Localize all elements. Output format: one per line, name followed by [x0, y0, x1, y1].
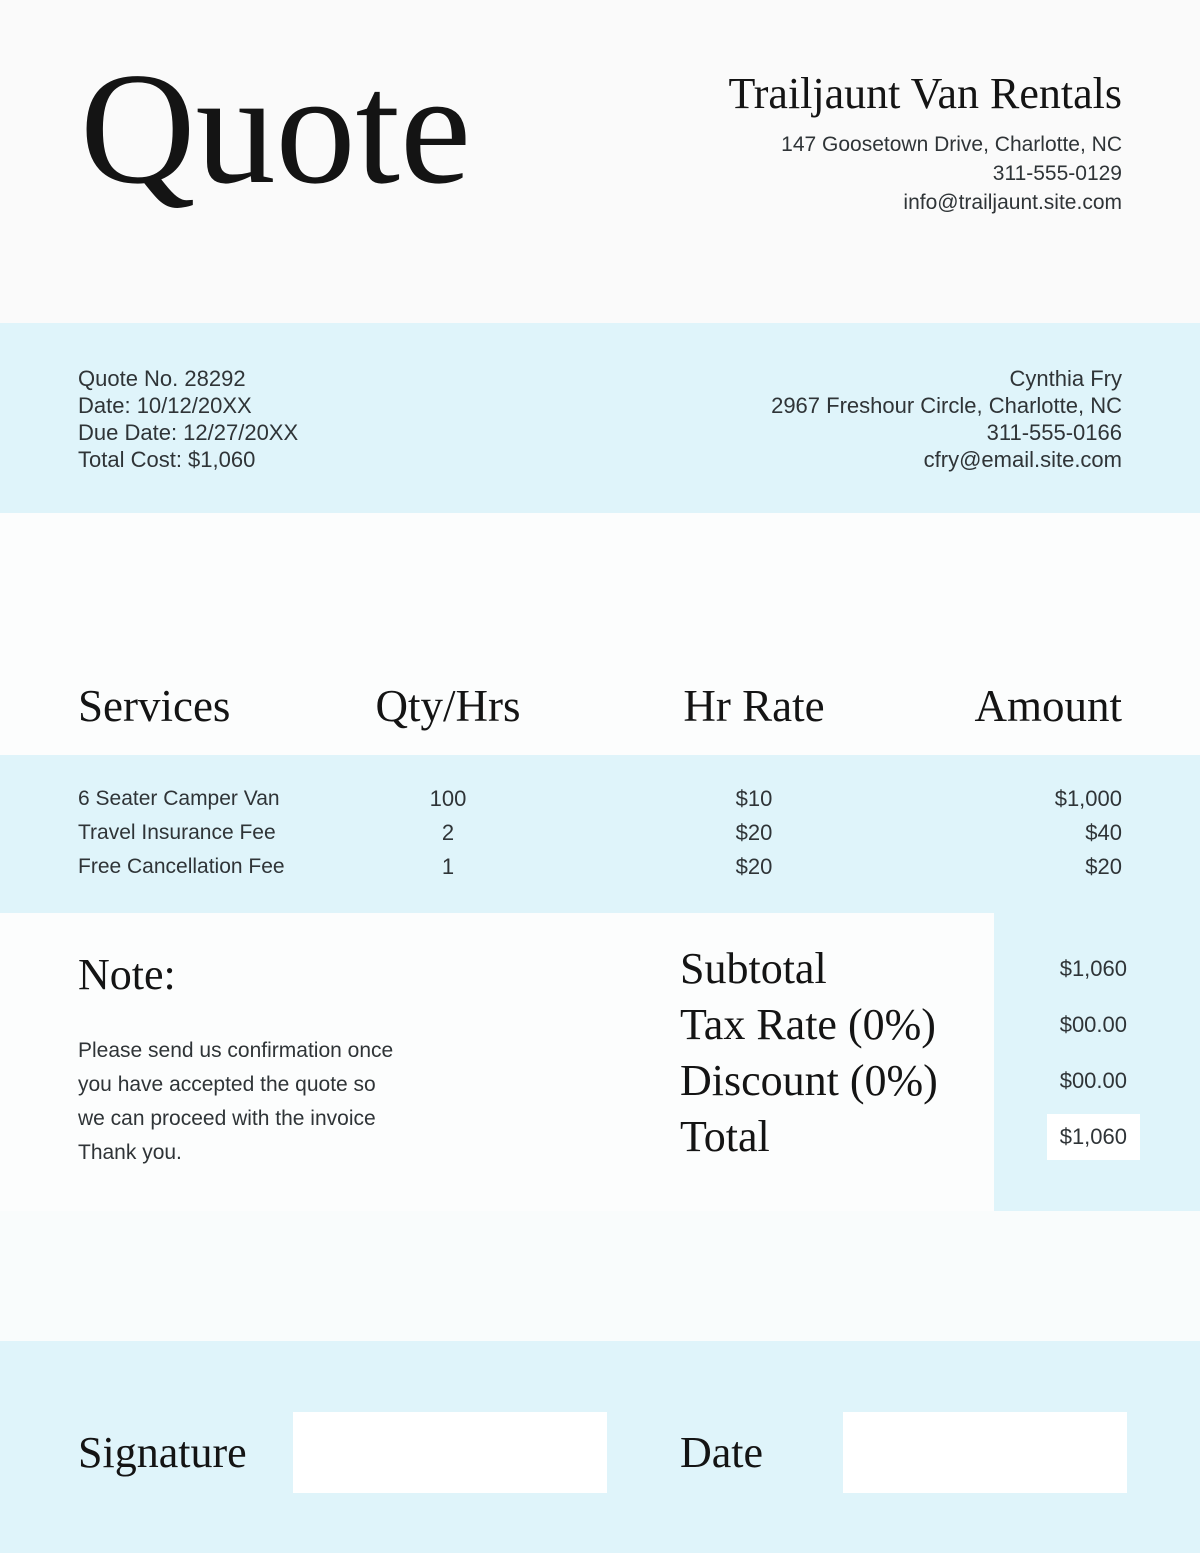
tax-rate-label: Tax Rate (0%) — [680, 1000, 936, 1049]
header-qty-hrs: Qty/Hrs — [375, 681, 521, 732]
cell-rate: $20 — [735, 820, 773, 845]
cell-service: Free Cancellation Fee — [78, 855, 285, 878]
note-line: Thank you. — [78, 1141, 182, 1164]
quote-info-bar — [0, 323, 1200, 513]
customer-address: 2967 Freshour Circle, Charlotte, NC — [771, 393, 1122, 418]
note-line: we can proceed with the invoice — [78, 1107, 376, 1130]
customer-info — [771, 365, 1122, 513]
tax-rate-value: $00.00 — [1059, 1012, 1127, 1037]
quote-number: Quote No. 28292 — [78, 366, 246, 391]
cell-service: Travel Insurance Fee — [78, 821, 276, 844]
company-phone: 311-555-0129 — [992, 162, 1122, 186]
page-title: Quote — [80, 39, 472, 217]
cell-qty: 1 — [441, 854, 455, 879]
table-row — [0, 850, 1200, 884]
header-amount: Amount — [974, 681, 1122, 732]
cell-qty: 100 — [429, 786, 467, 811]
cell-amount: $20 — [1085, 854, 1122, 879]
company-info — [728, 70, 1122, 217]
customer-phone: 311-555-0166 — [986, 420, 1122, 445]
subtotal-label: Subtotal — [680, 944, 827, 993]
signature-field[interactable] — [293, 1412, 607, 1493]
date-field[interactable] — [843, 1412, 1127, 1493]
signature-label: Signature — [78, 1428, 247, 1477]
cell-service: 6 Seater Camper Van — [78, 787, 280, 810]
company-address: 147 Goosetown Drive, Charlotte, NC — [781, 133, 1122, 157]
services-table-header-section — [0, 513, 1200, 755]
customer-name: Cynthia Fry — [1009, 366, 1122, 391]
quote-date: Date: 10/12/20XX — [78, 393, 252, 418]
cell-qty: 2 — [441, 820, 455, 845]
note-body — [78, 1034, 393, 1170]
signature-section — [0, 1341, 1200, 1553]
table-row — [0, 782, 1200, 816]
customer-email: cfry@email.site.com — [923, 447, 1122, 472]
cell-amount: $40 — [1085, 820, 1122, 845]
quote-meta — [78, 365, 298, 513]
services-table-body — [0, 755, 1200, 913]
subtotal-value: $1,060 — [1059, 956, 1127, 981]
cell-amount: $1,000 — [1054, 786, 1122, 811]
discount-label: Discount (0%) — [680, 1056, 938, 1105]
company-email: info@trailjaunt.site.com — [903, 191, 1122, 215]
cell-rate: $20 — [735, 854, 773, 879]
note-and-totals-section — [0, 913, 1200, 1211]
company-name: Trailjaunt Van Rentals — [728, 69, 1122, 118]
totals-labels — [680, 941, 938, 1165]
total-value: $1,060 — [1047, 1114, 1140, 1160]
note-title: Note: — [78, 950, 176, 999]
date-label: Date — [680, 1428, 764, 1477]
note-line: you have accepted the quote so — [78, 1073, 376, 1096]
discount-value: $00.00 — [1059, 1068, 1127, 1093]
table-row — [0, 816, 1200, 850]
spacer-section — [0, 1211, 1200, 1341]
note-block — [78, 950, 393, 1170]
table-header-row — [0, 681, 1200, 755]
totals-values — [1047, 941, 1127, 1165]
header-hr-rate: Hr Rate — [683, 681, 825, 732]
total-label: Total — [680, 1112, 770, 1161]
header-section — [0, 0, 1200, 323]
cell-rate: $10 — [735, 786, 773, 811]
quote-due-date: Due Date: 12/27/20XX — [78, 420, 299, 445]
note-line: Please send us confirmation once — [78, 1039, 394, 1062]
header-services: Services — [78, 681, 231, 732]
quote-total-cost: Total Cost: $1,060 — [78, 447, 256, 472]
